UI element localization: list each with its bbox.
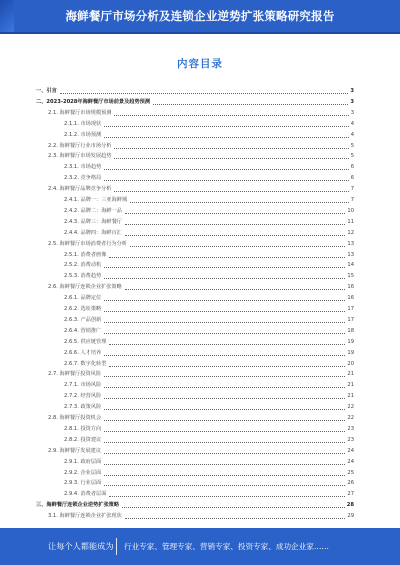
toc-entry[interactable]	[36, 163, 354, 172]
toc-entry-title: 2.3. 海鲜餐厅市场发展趋势	[48, 153, 112, 160]
toc-leader-dots	[104, 169, 348, 170]
toc-entry[interactable]	[36, 458, 354, 467]
toc-leader-dots	[60, 93, 349, 94]
toc-leader-dots	[104, 442, 345, 443]
footer-banner	[0, 528, 400, 565]
toc-entry-title: 2.9. 海鲜餐厅发展建议	[48, 447, 102, 454]
toc-entry-title: 2.9.3. 行业层面	[64, 480, 102, 487]
toc-entry[interactable]	[36, 261, 354, 270]
toc-entry[interactable]	[36, 436, 354, 445]
toc-entry[interactable]	[36, 207, 354, 216]
toc-entry-title: 2.4.4. 品牌四：海鲜百汇	[64, 229, 122, 236]
toc-entry[interactable]	[36, 196, 354, 205]
toc-page-number: 19	[347, 338, 354, 345]
toc-leader-dots	[104, 420, 345, 421]
toc-page-number: 6	[350, 175, 354, 182]
toc-leader-dots	[125, 518, 346, 519]
toc-entry[interactable]	[36, 305, 354, 314]
toc-leader-dots	[104, 333, 345, 334]
toc-entry[interactable]	[36, 283, 354, 292]
toc-entry[interactable]	[36, 469, 354, 478]
toc-entry-title: 2.2. 海鲜餐厅行业市场分析	[48, 142, 112, 149]
toc-entry-title: 2.9.1. 政府层面	[64, 458, 102, 465]
toc-page-number: 24	[347, 447, 354, 454]
toc-page-number: 24	[347, 458, 354, 465]
header-banner	[0, 0, 400, 34]
toc-page-number: 26	[347, 480, 354, 487]
toc-leader-dots	[104, 431, 345, 432]
toc-entry-title: 2.6.5. 供应链管理	[64, 338, 107, 345]
toc-page-number: 10	[347, 207, 354, 214]
toc-entry[interactable]	[36, 142, 354, 151]
toc-page-number: 7	[350, 186, 354, 193]
toc-entry-title: 2.9.2. 企业层面	[64, 469, 102, 476]
toc-entry[interactable]	[36, 251, 354, 260]
toc-entry-title: 2.4. 海鲜餐厅品牌竞争分析	[48, 186, 112, 193]
toc-entry[interactable]	[36, 501, 354, 510]
toc-leader-dots	[104, 180, 348, 181]
toc-leader-dots	[104, 475, 345, 476]
toc-leader-dots	[104, 485, 345, 486]
toc-page-number: 27	[347, 491, 354, 498]
toc-leader-dots	[104, 409, 345, 410]
toc-page-number: 6	[350, 164, 354, 171]
table-of-contents	[36, 87, 354, 527]
toc-page-number: 4	[350, 120, 354, 127]
toc-entry[interactable]	[36, 316, 354, 325]
toc-entry-title: 2.5.2. 消费动机	[64, 262, 102, 269]
toc-entry-title: 2.9.4. 消费者层面	[64, 491, 107, 498]
toc-page-number: 13	[347, 251, 354, 258]
toc-entry[interactable]	[36, 512, 354, 521]
toc-leader-dots	[125, 224, 345, 225]
toc-entry-title: 2.7.2. 经营风险	[64, 393, 102, 400]
toc-leader-dots	[104, 355, 345, 356]
toc-entry-title: 2.6.3. 产品创新	[64, 316, 102, 323]
toc-entry[interactable]	[36, 479, 354, 488]
toc-entry-title: 2.1. 海鲜餐厅市场规模预测	[48, 109, 112, 116]
toc-page-number: 21	[347, 371, 354, 378]
toc-page-number: 7	[350, 197, 354, 203]
toc-entry-title: 2.8. 海鲜餐厅投资机会	[48, 415, 102, 421]
toc-leader-dots	[104, 322, 345, 323]
toc-page-number: 19	[347, 349, 354, 356]
toc-leader-dots	[104, 376, 345, 377]
toc-entry-title: 2.6.1. 品牌定位	[64, 295, 102, 302]
toc-page-number: 15	[347, 273, 354, 280]
toc-entry-title: 2.5.1. 消费者画像	[64, 251, 107, 258]
toc-entry[interactable]	[36, 403, 354, 412]
toc-entry[interactable]	[36, 98, 354, 107]
toc-entry-title: 2.1.1. 市场现状	[64, 120, 102, 127]
toc-entry-title: 二、2023-2028年海鲜餐厅市场前景及趋势预测	[36, 98, 151, 105]
toc-entry[interactable]	[36, 131, 354, 140]
toc-page-number: 16	[347, 284, 354, 291]
toc-page-number: 18	[347, 327, 354, 334]
toc-entry-title: 2.6.6. 人才培养	[64, 349, 102, 356]
toc-entry[interactable]	[36, 338, 354, 347]
toc-page-number: 22	[347, 415, 354, 421]
toc-entry[interactable]	[36, 392, 354, 401]
toc-entry[interactable]	[36, 349, 354, 358]
toc-page-number: 5	[350, 142, 354, 149]
toc-leader-dots	[125, 235, 345, 236]
toc-entry-title: 2.7.3. 政策风险	[64, 404, 102, 411]
toc-leader-dots	[125, 213, 345, 214]
footer-divider	[116, 538, 117, 555]
toc-entry-title: 2.6.4. 营销推广	[64, 327, 102, 334]
toc-leader-dots	[153, 104, 348, 105]
toc-leader-dots	[114, 191, 348, 192]
toc-entry[interactable]	[36, 272, 354, 281]
toc-leader-dots	[125, 289, 346, 290]
toc-entry[interactable]	[36, 327, 354, 336]
toc-leader-dots	[104, 137, 348, 138]
toc-page-number: 23	[347, 425, 354, 432]
toc-page-number: 14	[347, 262, 354, 269]
toc-page-number: 11	[347, 218, 354, 225]
footer-slogan-right: 行业专家、管理专家、营销专家、投资专家、成功企业家……	[124, 542, 330, 551]
toc-heading: 内容目录	[177, 58, 223, 70]
toc-leader-dots	[104, 387, 345, 388]
toc-page-number: 17	[347, 306, 354, 312]
footer-slogan-left: 让每个人都能成为	[48, 541, 114, 551]
toc-page-number: 20	[347, 360, 354, 367]
toc-page-number: 5	[350, 153, 354, 160]
toc-leader-dots	[109, 496, 345, 497]
toc-entry[interactable]	[36, 152, 354, 161]
toc-entry-title: 2.8.1. 投资方向	[64, 425, 102, 432]
toc-entry-title: 2.6.2. 选址策略	[64, 306, 102, 312]
document-title: 海鲜餐厅市场分析及连锁企业逆势扩张策略研究报告	[65, 9, 335, 23]
toc-entry[interactable]	[36, 120, 354, 129]
toc-leader-dots	[130, 246, 345, 247]
toc-entry[interactable]	[36, 218, 354, 227]
toc-entry[interactable]	[36, 447, 354, 456]
toc-page-number: 16	[347, 295, 354, 302]
toc-leader-dots	[109, 257, 345, 258]
toc-entry-title: 2.5.3. 消费趋势	[64, 273, 102, 280]
toc-entry-title: 2.5. 海鲜餐厅市场消费者行为分析	[48, 240, 127, 247]
toc-entry-title: 2.7. 海鲜餐厅投资风险	[48, 371, 102, 378]
toc-leader-dots	[104, 453, 345, 454]
toc-entry[interactable]	[36, 240, 354, 249]
toc-leader-dots	[104, 278, 345, 279]
toc-page-number: 22	[347, 404, 354, 411]
toc-leader-dots	[104, 398, 345, 399]
toc-entry[interactable]	[36, 185, 354, 194]
toc-entry[interactable]	[36, 370, 354, 379]
toc-leader-dots	[109, 344, 345, 345]
toc-entry[interactable]	[36, 381, 354, 390]
toc-entry[interactable]	[36, 229, 354, 238]
toc-leader-dots	[104, 267, 345, 268]
toc-entry[interactable]	[36, 414, 354, 423]
toc-page-number: 3	[350, 109, 354, 116]
toc-entry-title: 一、引言	[36, 88, 57, 94]
toc-entry-title: 2.7.1. 市场风险	[64, 382, 102, 389]
toc-page-number: 21	[347, 382, 354, 389]
toc-leader-dots	[109, 366, 345, 367]
toc-leader-dots	[114, 148, 348, 149]
toc-entry-title: 2.6. 海鲜餐厅连锁企业扩张策略	[48, 284, 122, 291]
toc-page-number: 3	[350, 88, 354, 94]
toc-page-number: 12	[347, 229, 354, 236]
toc-leader-dots	[104, 300, 345, 301]
toc-leader-dots	[104, 464, 345, 465]
toc-entry-title: 2.8.2. 投资建议	[64, 436, 102, 443]
toc-leader-dots	[104, 126, 348, 127]
toc-entry[interactable]	[36, 490, 354, 499]
toc-page-number: 13	[347, 240, 354, 247]
toc-page-number: 4	[350, 131, 354, 138]
toc-entry-title: 2.6.7. 数字化转型	[64, 360, 107, 367]
toc-entry[interactable]	[36, 294, 354, 303]
toc-entry-title: 2.3.2. 竞争格局	[64, 175, 102, 182]
toc-entry-title: 三、海鲜餐厅连锁企业逆势扩张策略	[36, 502, 120, 509]
toc-entry-title: 2.1.2. 市场预测	[64, 131, 102, 138]
toc-leader-dots	[114, 115, 348, 116]
toc-page-number: 28	[346, 502, 354, 509]
toc-entry[interactable]	[36, 360, 354, 369]
toc-page-number: 3	[350, 98, 354, 105]
toc-entry-title: 2.4.3. 品牌三：海鲜餐厅	[64, 218, 122, 225]
toc-entry[interactable]	[36, 87, 354, 96]
toc-leader-dots	[122, 507, 345, 508]
toc-entry[interactable]	[36, 174, 354, 183]
toc-page-number: 21	[347, 393, 354, 400]
toc-page-number: 17	[347, 316, 354, 323]
toc-page-number: 25	[347, 469, 354, 476]
toc-leader-dots	[114, 158, 348, 159]
toc-entry[interactable]	[36, 109, 354, 118]
toc-leader-dots	[130, 202, 349, 203]
toc-entry-title: 3.1. 海鲜餐厅连锁企业扩张现状	[48, 513, 122, 520]
toc-entry-title: 2.4.1. 品牌一：三亚海鲜城	[64, 197, 128, 203]
toc-leader-dots	[104, 311, 345, 312]
toc-entry-title: 2.4.2. 品牌二：海鲜一品	[64, 207, 122, 214]
toc-entry-title: 2.3.1. 市场趋势	[64, 164, 102, 171]
toc-entry[interactable]	[36, 425, 354, 434]
toc-page-number: 29	[347, 513, 354, 520]
toc-page-number: 23	[347, 436, 354, 443]
